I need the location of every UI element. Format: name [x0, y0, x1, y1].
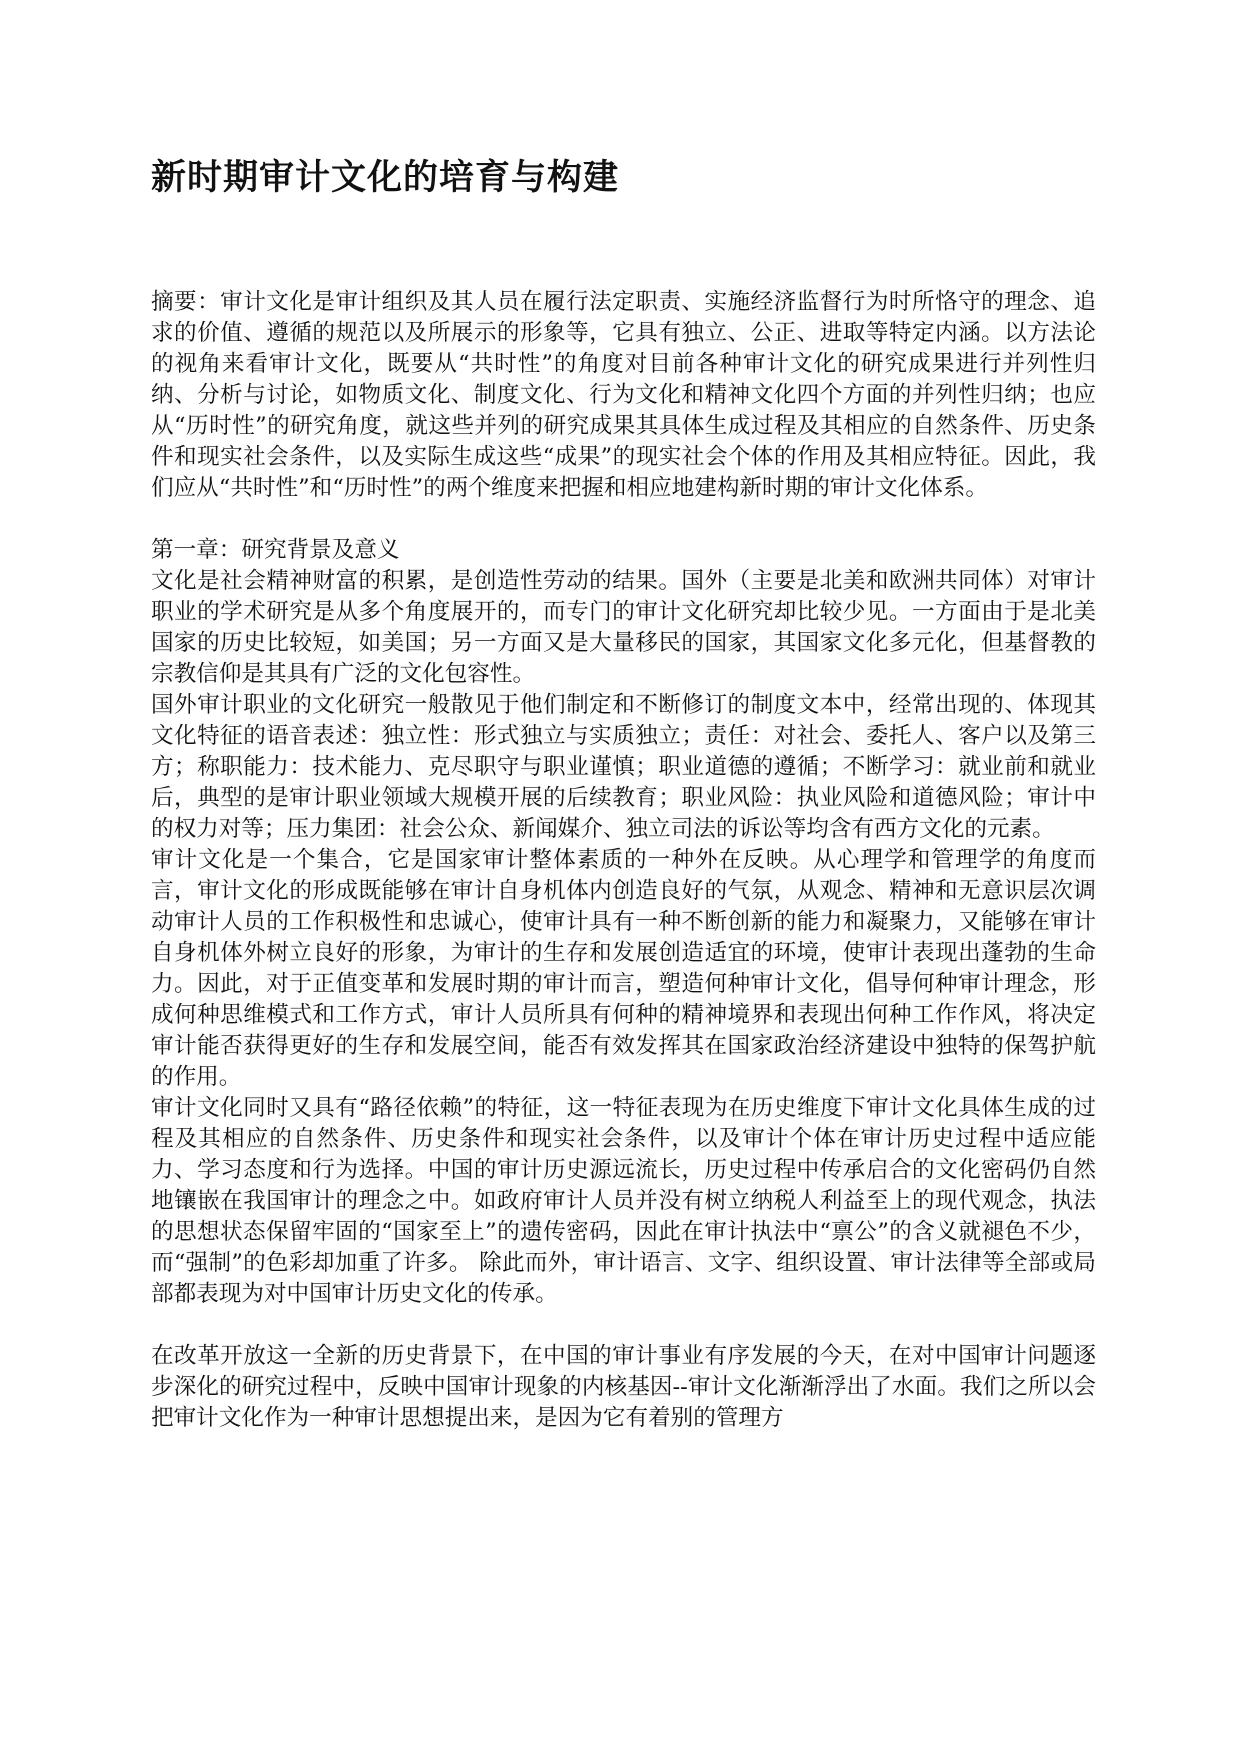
- document-body: [151, 287, 1096, 1434]
- body-paragraph: 文化是社会精神财富的积累，是创造性劳动的结果。国外（主要是北美和欧洲共同体）对审计职业的学术研究是从多个角度展开的，而专门的审计文化研究却比较少见。一方面由于是北美国家的历史比较短，如美国；另一方面又是大量移民的国家，其国家文化多元化，但基督教的宗教信仰是其具有广泛的文化包容性。: [151, 568, 1096, 687]
- abstract-paragraph: 摘要：审计文化是审计组织及其人员在履行法定职责、实施经济监督行为时所恪守的理念、追求的价值、遵循的规范以及所展示的形象等，它具有独立、公正、进取等特定内涵。以方法论的视角来看审计文化，既要从“共时性”的角度对目前各种审计文化的研究成果进行并列性归纳、分析与讨论，如物质文化、制度文化、行为文化和精神文化四个方面的并列性归纳；也应从“历时性”的研究角度，就这些并列的研究成果其具体生成过程及其相应的自然条件、历史条件和现实社会条件，以及实际生成这些“成果”的现实社会个体的作用及其相应特征。因此，我们应从“共时性”和“历时性”的两个维度来把握和相应地建构新时期的审计文化体系。: [151, 289, 1096, 501]
- document-title: 新时期审计文化的培育与构建: [151, 158, 620, 198]
- body-paragraph: 审计文化同时又具有“路径依赖”的特征，这一特征表现为在历史维度下审计文化具体生成的过程及其相应的自然条件、历史条件和现实社会条件，以及审计个体在审计历史过程中适应能力、学习态度和行为选择。中国的审计历史源远流长，历史过程中传承启合的文化密码仍自然地镶嵌在我国审计的理念之中。如政府审计人员并没有树立纳税人利益至上的现代观念，执法的思想状态保留牢固的“国家至上”的遗传密码，因此在审计执法中“禀公”的含义就褪色不少，而“强制”的色彩却加重了许多。 除此而外，审计语言、文字、组织设置、审计法律等全部或局部都表现为对中国审计历史文化的传承。: [151, 1095, 1096, 1307]
- body-paragraph: 审计文化是一个集合，它是国家审计整体素质的一种外在反映。从心理学和管理学的角度而言，审计文化的形成既能够在审计自身机体内创造良好的气氛，从观念、精神和无意识层次调动审计人员的工作积极性和忠诚心，使审计具有一种不断创新的能力和凝聚力，又能够在审计自身机体外树立良好的形象，为审计的生存和发展创造适宜的环境，使审计表现出蓬勃的生命力。因此，对于正值变革和发展时期的审计而言，塑造何种审计文化，倡导何种审计理念，形成何种思维模式和工作方式，审计人员所具有何种的精神境界和表现出何种工作作风，将决定审计能否获得更好的生存和发展空间，能否有效发挥其在国家政治经济建设中独特的保驾护航的作用。: [151, 847, 1096, 1090]
- body-paragraph: 国外审计职业的文化研究一般散见于他们制定和不断修订的制度文本中，经常出现的、体现其文化特征的语音表述：独立性：形式独立与实质独立；责任：对社会、委托人、客户以及第三方；称职能力：技术能力、克尽职守与职业谨慎；职业道德的遵循；不断学习：就业前和就业后，典型的是审计职业领域大规模开展的后续教育；职业风险：执业风险和道德风险；审计中的权力对等；压力集团：社会公众、新闻媒介、独立司法的诉讼等均含有西方文化的元素。: [151, 692, 1096, 842]
- chapter-heading: 第一章：研究背景及意义: [151, 537, 400, 563]
- body-paragraph: 在改革开放这一全新的历史背景下，在中国的审计事业有序发展的今天，在对中国审计问题逐步深化的研究过程中，反映中国审计现象的内核基因--审计文化渐渐浮出了水面。我们之所以会把审计文化作为一种审计思想提出来，是因为它有着别的管理方: [151, 1343, 1096, 1431]
